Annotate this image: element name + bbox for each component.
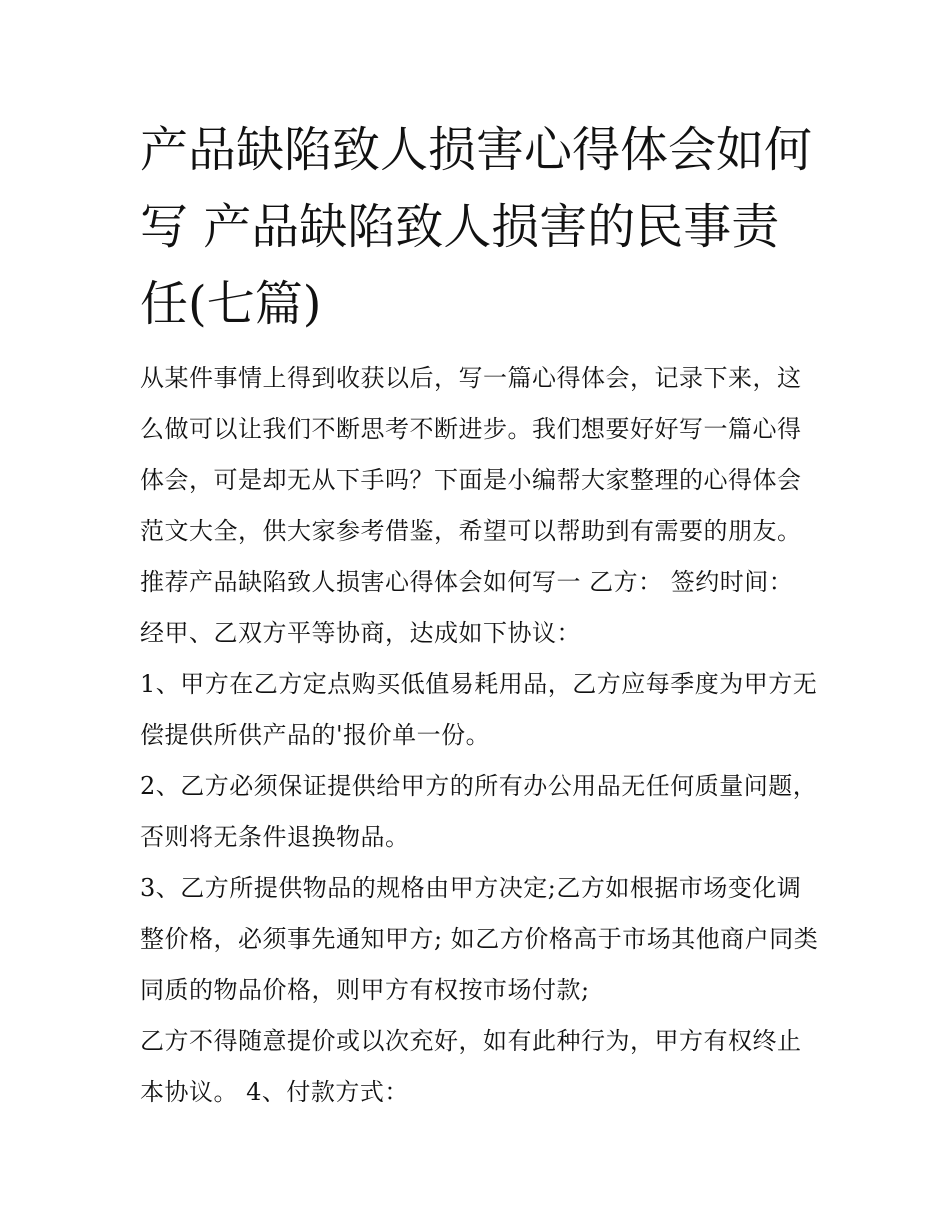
document-body xyxy=(140,353,820,1118)
paragraph-clause-3-cont: 乙方不得随意提价或以次充好，如有此种行为，甲方有权终止本协议。 4、付款方式： xyxy=(140,1027,802,1106)
document-title: 产品缺陷致人损害心得体会如何写 产品缺陷致人损害的民事责任(七篇) xyxy=(140,122,813,332)
paragraph-agreement-intro: 经甲、乙双方平等协商，达成如下协议： xyxy=(140,619,581,647)
paragraph-clause-1: 1、甲方在乙方定点购买低值易耗用品，乙方应每季度为甲方无偿提供所供产品的'报价单一份。 xyxy=(140,670,818,749)
paragraph-clause-2: 2、乙方必须保证提供给甲方的所有办公用品无任何质量问题，否则将无条件退换物品。 xyxy=(140,772,818,851)
paragraph-clause-3: 3、乙方所提供物品的规格由甲方决定;乙方如根据市场变化调整价格，必须事先通知甲方; 如乙方价格高于市场其他商户同类同质的物品价格，则甲方有权按市场付款; xyxy=(140,874,819,1004)
paragraph-intro: 从某件事情上得到收获以后，写一篇心得体会，记录下来，这么做可以让我们不断思考不断进步。我们想要好好写一篇心得体会，可是却无从下手吗？下面是小编帮大家整理的心得体会范文大全，供大家参考借鉴，希望可以帮助到有需要的朋友。 xyxy=(140,364,802,545)
paragraph-recommend: 推荐产品缺陷致人损害心得体会如何写一 乙方： 签约时间： xyxy=(140,568,794,596)
